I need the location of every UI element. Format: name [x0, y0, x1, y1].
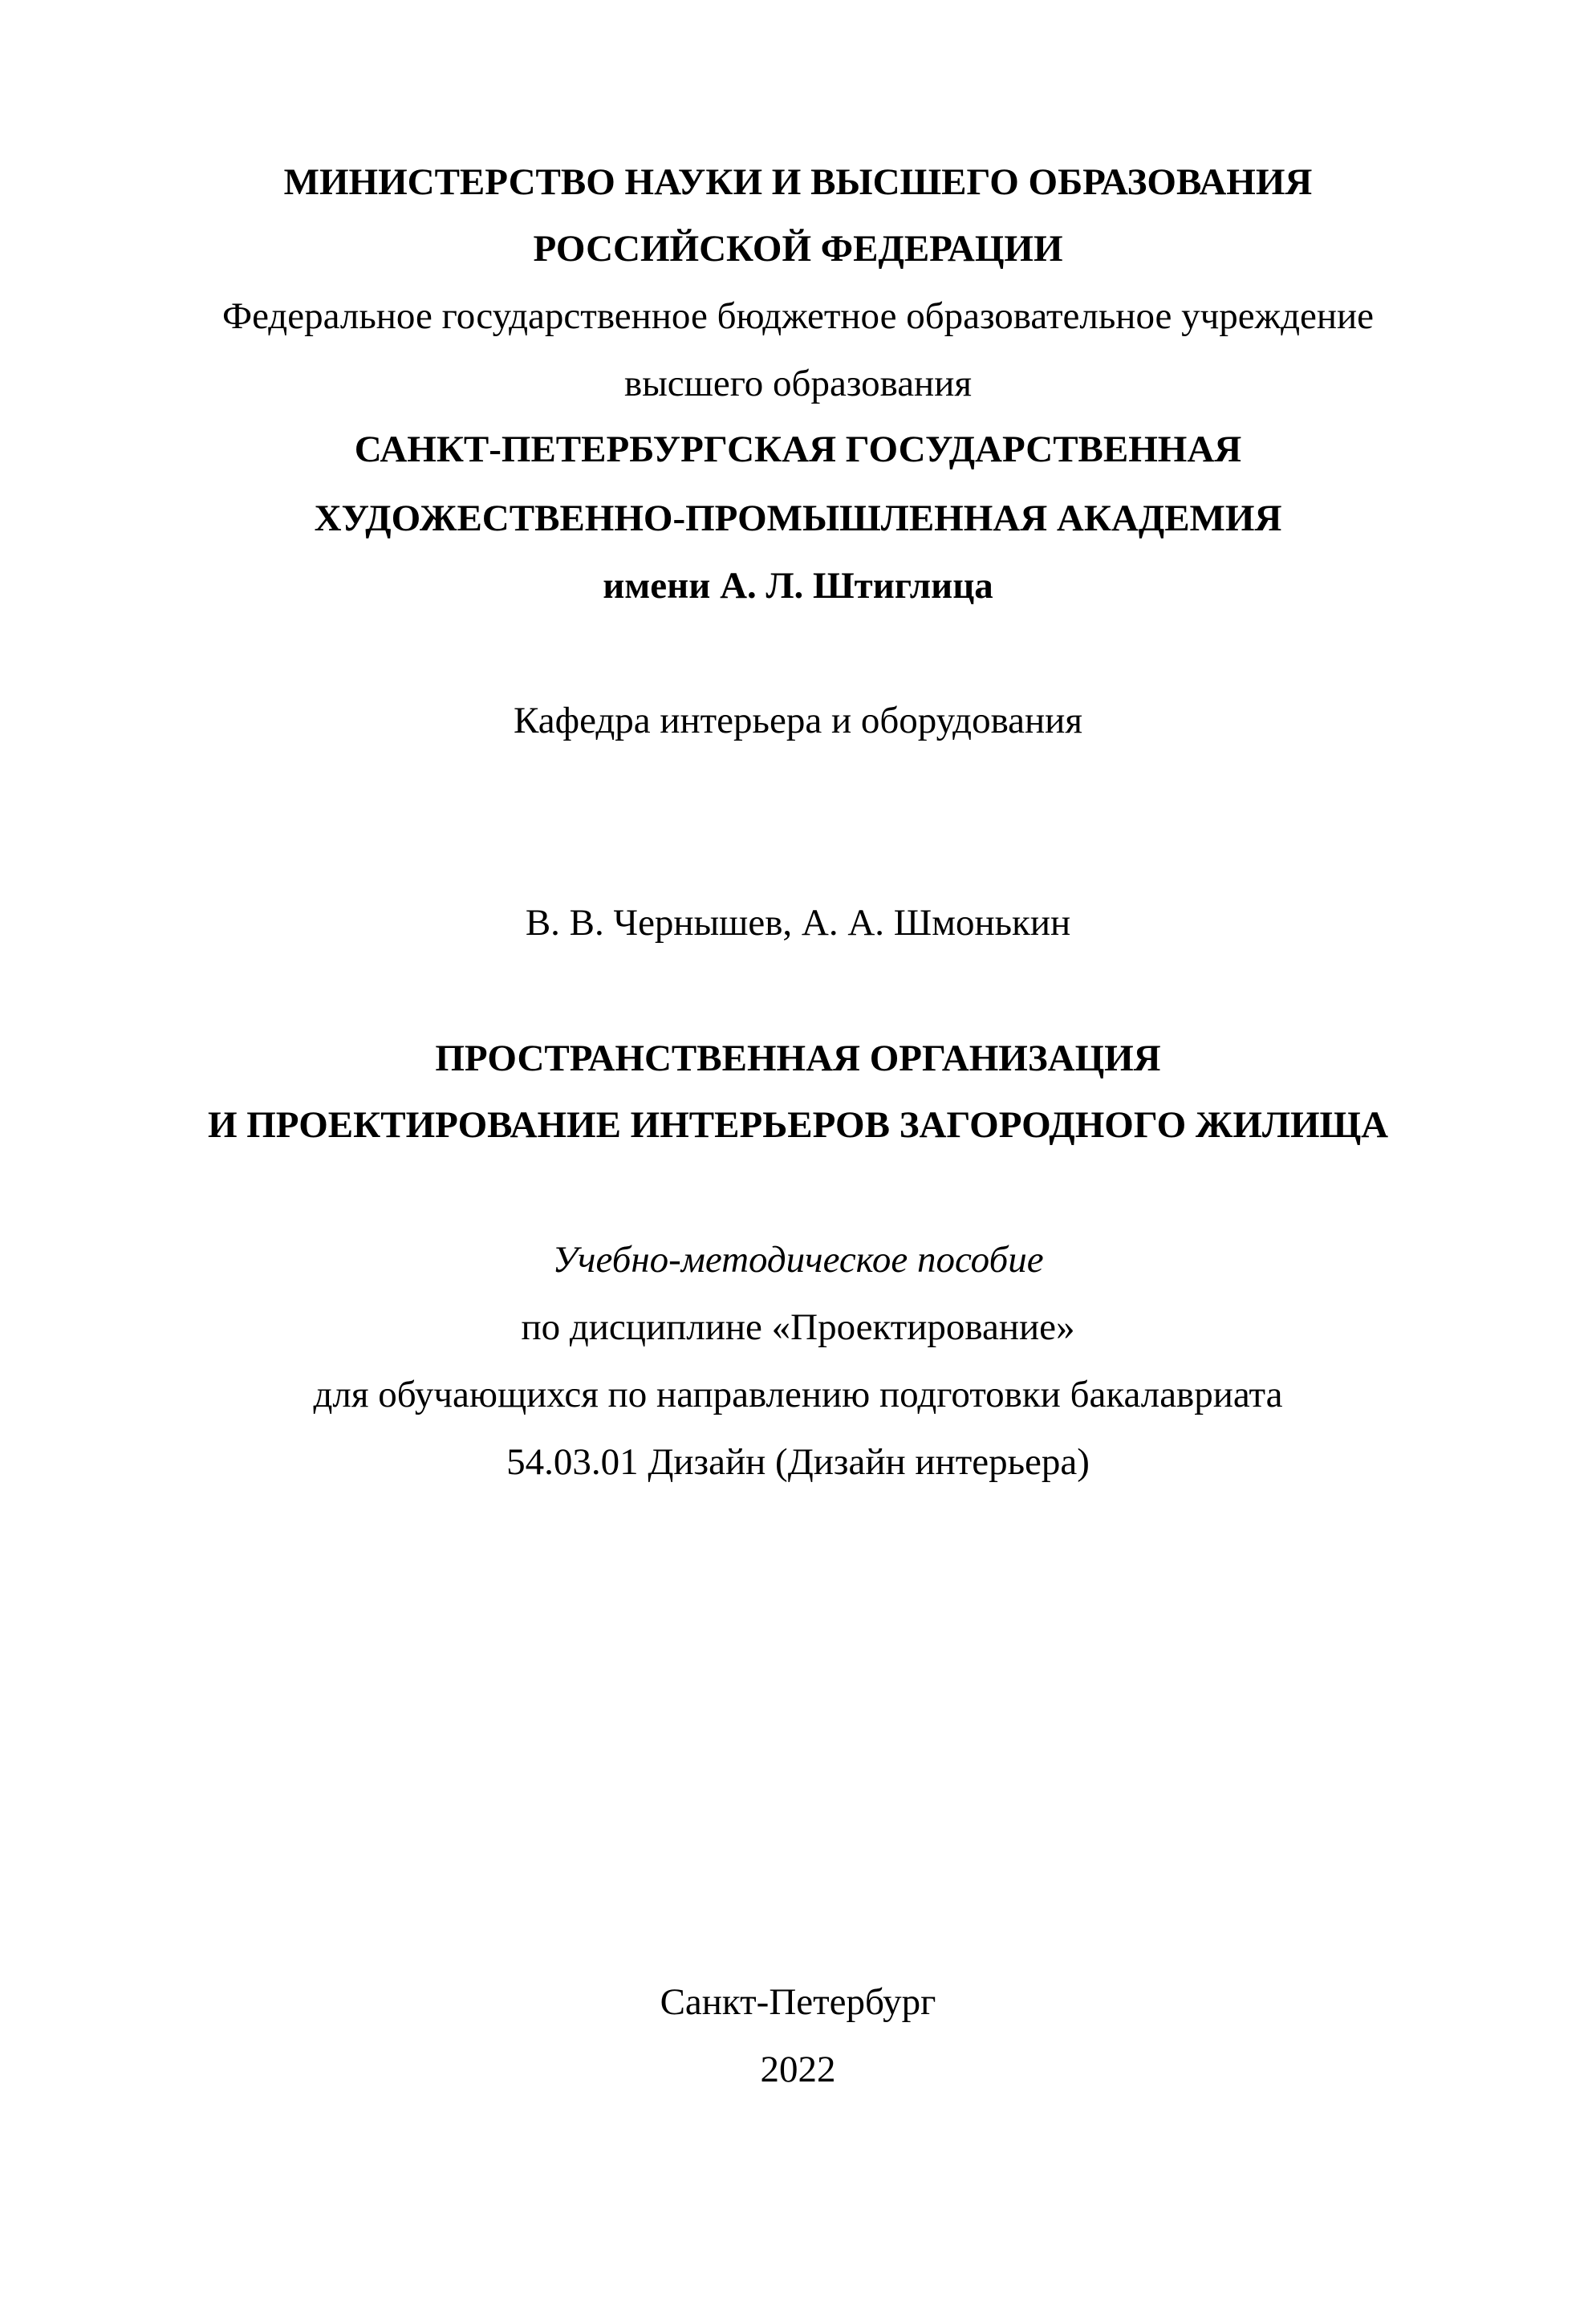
publication-kind: Учебно-методическое пособие — [552, 1239, 1044, 1281]
imprint-year: 2022 — [760, 2049, 836, 2090]
institution-type-line-1: Федеральное государственное бюджетное образовательное учреждение — [221, 295, 1375, 337]
title-line-1: ПРОСТРАНСТВЕННАЯ ОРГАНИЗАЦИЯ — [435, 1038, 1161, 1079]
institution-name-line-3: имени А. Л. Штиглица — [603, 565, 993, 607]
audience: для обучающихся по направлению подготовки бакалавриата — [313, 1374, 1283, 1415]
discipline: по дисциплине «Проектирование» — [521, 1306, 1075, 1348]
title-line-2: И ПРОЕКТИРОВАНИЕ ИНТЕРЬЕРОВ ЗАГОРОДНОГО ЖИЛИЩА — [207, 1104, 1389, 1146]
institution-name-line-2: ХУДОЖЕСТВЕННО-ПРОМЫШЛЕННАЯ АКАДЕМИЯ — [314, 498, 1282, 539]
institution-type-line-2: высшего образования — [624, 363, 972, 404]
ministry-line-1: МИНИСТЕРСТВО НАУКИ И ВЫСШЕГО ОБРАЗОВАНИЯ — [283, 161, 1313, 203]
department: Кафедра интерьера и оборудования — [514, 700, 1082, 741]
program: 54.03.01 Дизайн (Дизайн интерьера) — [506, 1441, 1090, 1483]
ministry-line-2: РОССИЙСКОЙ ФЕДЕРАЦИИ — [533, 228, 1063, 270]
institution-name-line-1: САНКТ-ПЕТЕРБУРГСКАЯ ГОСУДАРСТВЕННАЯ — [354, 428, 1242, 470]
imprint-city: Санкт-Петербург — [660, 1981, 936, 2023]
authors: В. В. Чернышев, А. А. Шмонькин — [525, 902, 1071, 944]
